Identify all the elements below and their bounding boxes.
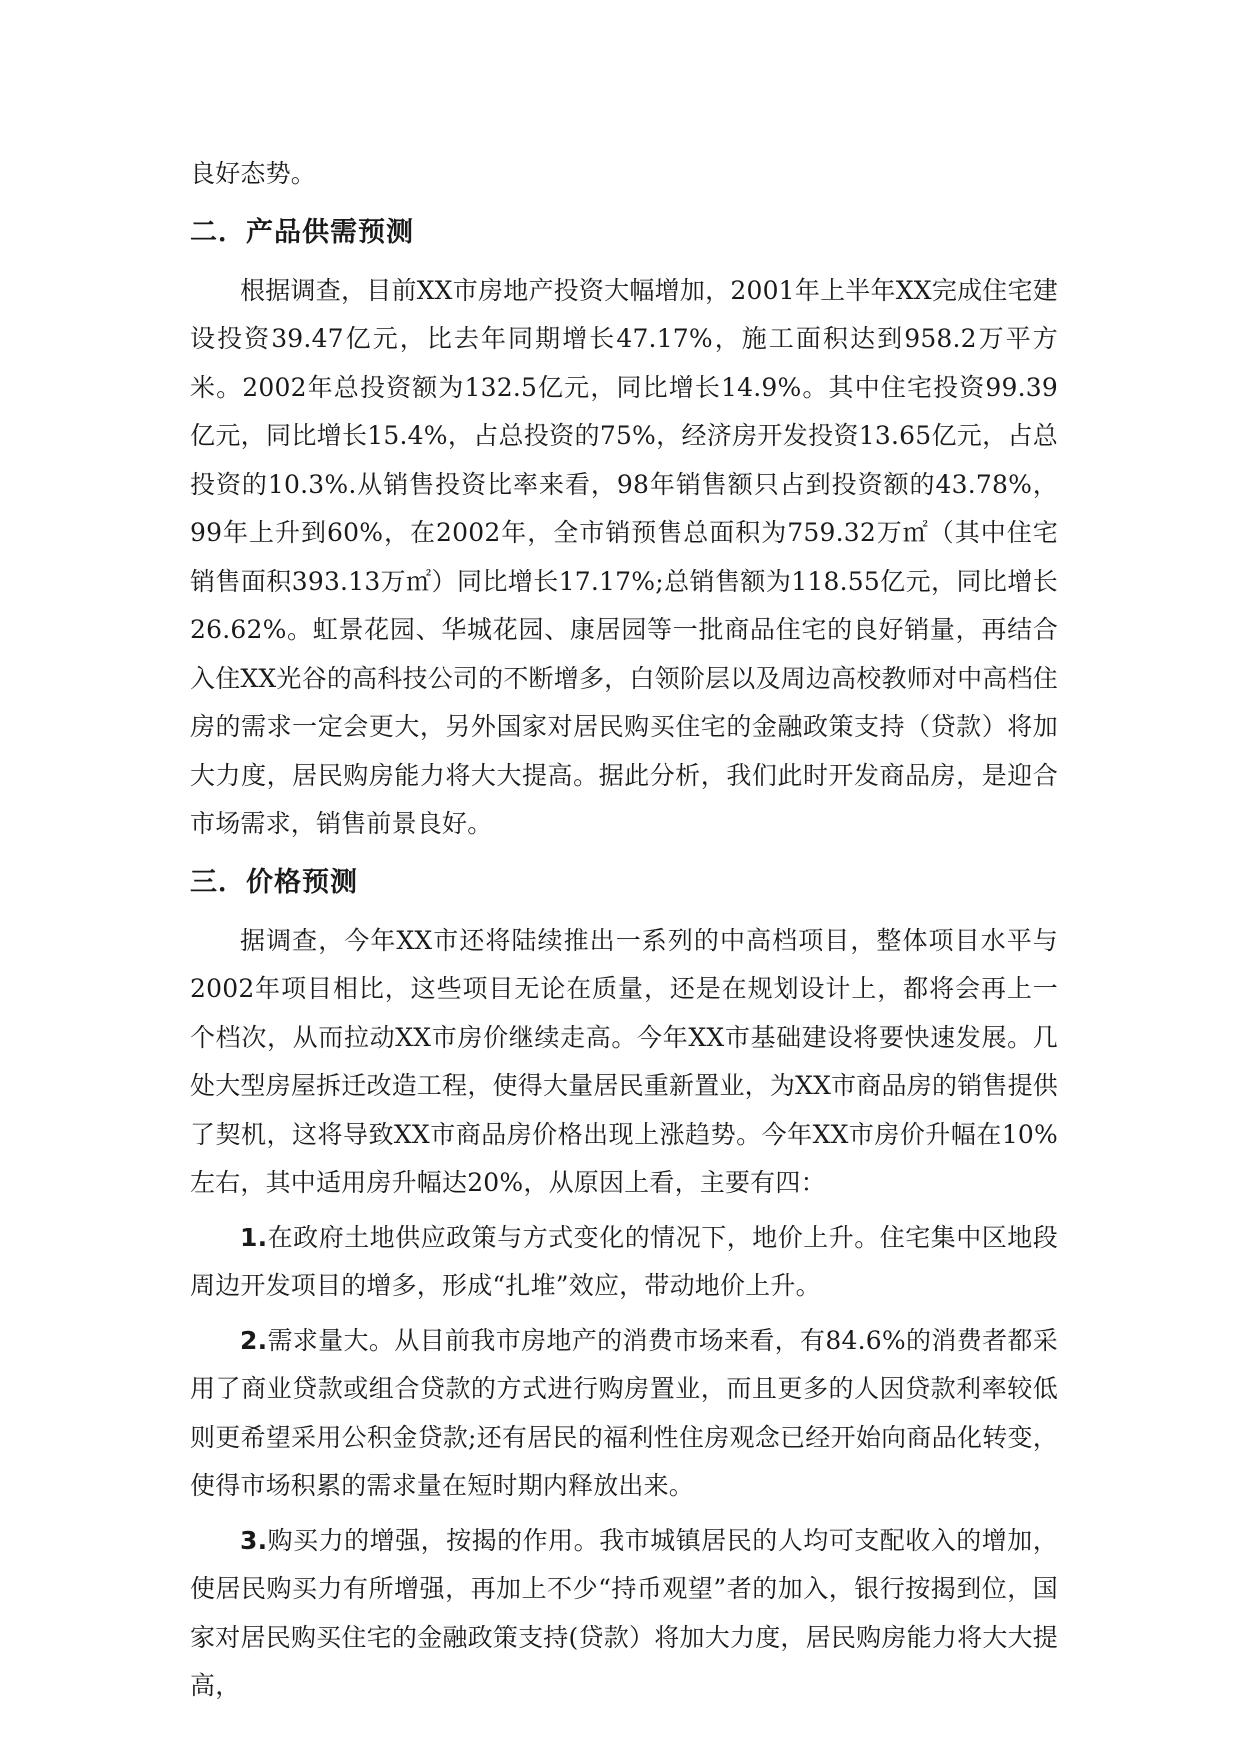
price-reason-item — [190, 1214, 1058, 1311]
item-text: 在政府土地供应政策与方式变化的情况下，地价上升。住宅集中区地段周边开发项目的增多，形成“扎堆”效应，带动地价上升。 — [190, 1222, 1058, 1300]
item-number: 2. — [240, 1325, 268, 1355]
item-number: 3. — [240, 1525, 268, 1555]
section-heading-supply-demand: 二．产品供需预测 — [190, 216, 414, 248]
section-heading-price-forecast: 三．价格预测 — [190, 866, 358, 898]
price-reason-item — [190, 1317, 1058, 1511]
item-number: 1. — [240, 1222, 268, 1252]
item-text: 购买力的增强，按揭的作用。我市城镇居民的人均可支配收入的增加，使居民购买力有所增强，再加上不少“持币观望”者的加入，银行按揭到位，国家对居民购买住宅的金融政策支持(贷款）将加大力度，居民购房能力将大大提高， — [190, 1525, 1058, 1700]
price-reason-item — [190, 1517, 1058, 1711]
document-page — [190, 150, 1058, 1711]
supply-demand-paragraph: 根据调查，目前XX市房地产投资大幅增加，2001年上半年XX完成住宅建设投资39.47亿元，比去年同期增长47.17%，施工面积达到958.2万平方米。2002年总投资额为132.5亿元，同比增长14.9%。其中住宅投资99.39亿元，同比增长15.4%，占总投资的75%，经济房开发投资13.65亿元，占总投资的10.3%.从销售投资比率来看，98年销售额只占到投资额的43.78%，99年上升到60%，在2002年，全市销预售总面积为759.32万㎡（其中住宅销售面积393.13万㎡）同比增长17.17%;总销售额为118.55亿元，同比增长26.62%。虹景花园、华城花园、康居园等一批商品住宅的良好销量，再结合入住XX光谷的高科技公司的不断增多，白领阶层以及周边高校教师对中高档住房的需求一定会更大，另外国家对居民购买住宅的金融政策支持（贷款）将加大力度，居民购房能力将大大提高。据此分析，我们此时开发商品房，是迎合市场需求，销售前景良好。 — [190, 275, 1058, 838]
item-text: 需求量大。从目前我市房地产的消费市场来看，有84.6%的消费者都采用了商业贷款或组合贷款的方式进行购房置业，而且更多的人因贷款利率较低则更希望采用公积金贷款;还有居民的福利性住房观念已经开始向商品化转变，使得市场积累的需求量在短时期内释放出来。 — [190, 1325, 1058, 1500]
intro-tail-text: 良好态势。 — [190, 159, 317, 188]
price-forecast-paragraph: 据调查，今年XX市还将陆续推出一系列的中高档项目，整体项目水平与2002年项目相比，这些项目无论在质量，还是在规划设计上，都将会再上一个档次，从而拉动XX市房价继续走高。今年XX市基础建设将要快速发展。几处大型房屋拆迁改造工程，使得大量居民重新置业，为XX市商品房的销售提供了契机，这将导致XX市商品房价格出现上涨趋势。今年XX市房价升幅在10%左右，其中适用房升幅达20%，从原因上看，主要有四： — [190, 925, 1058, 1197]
